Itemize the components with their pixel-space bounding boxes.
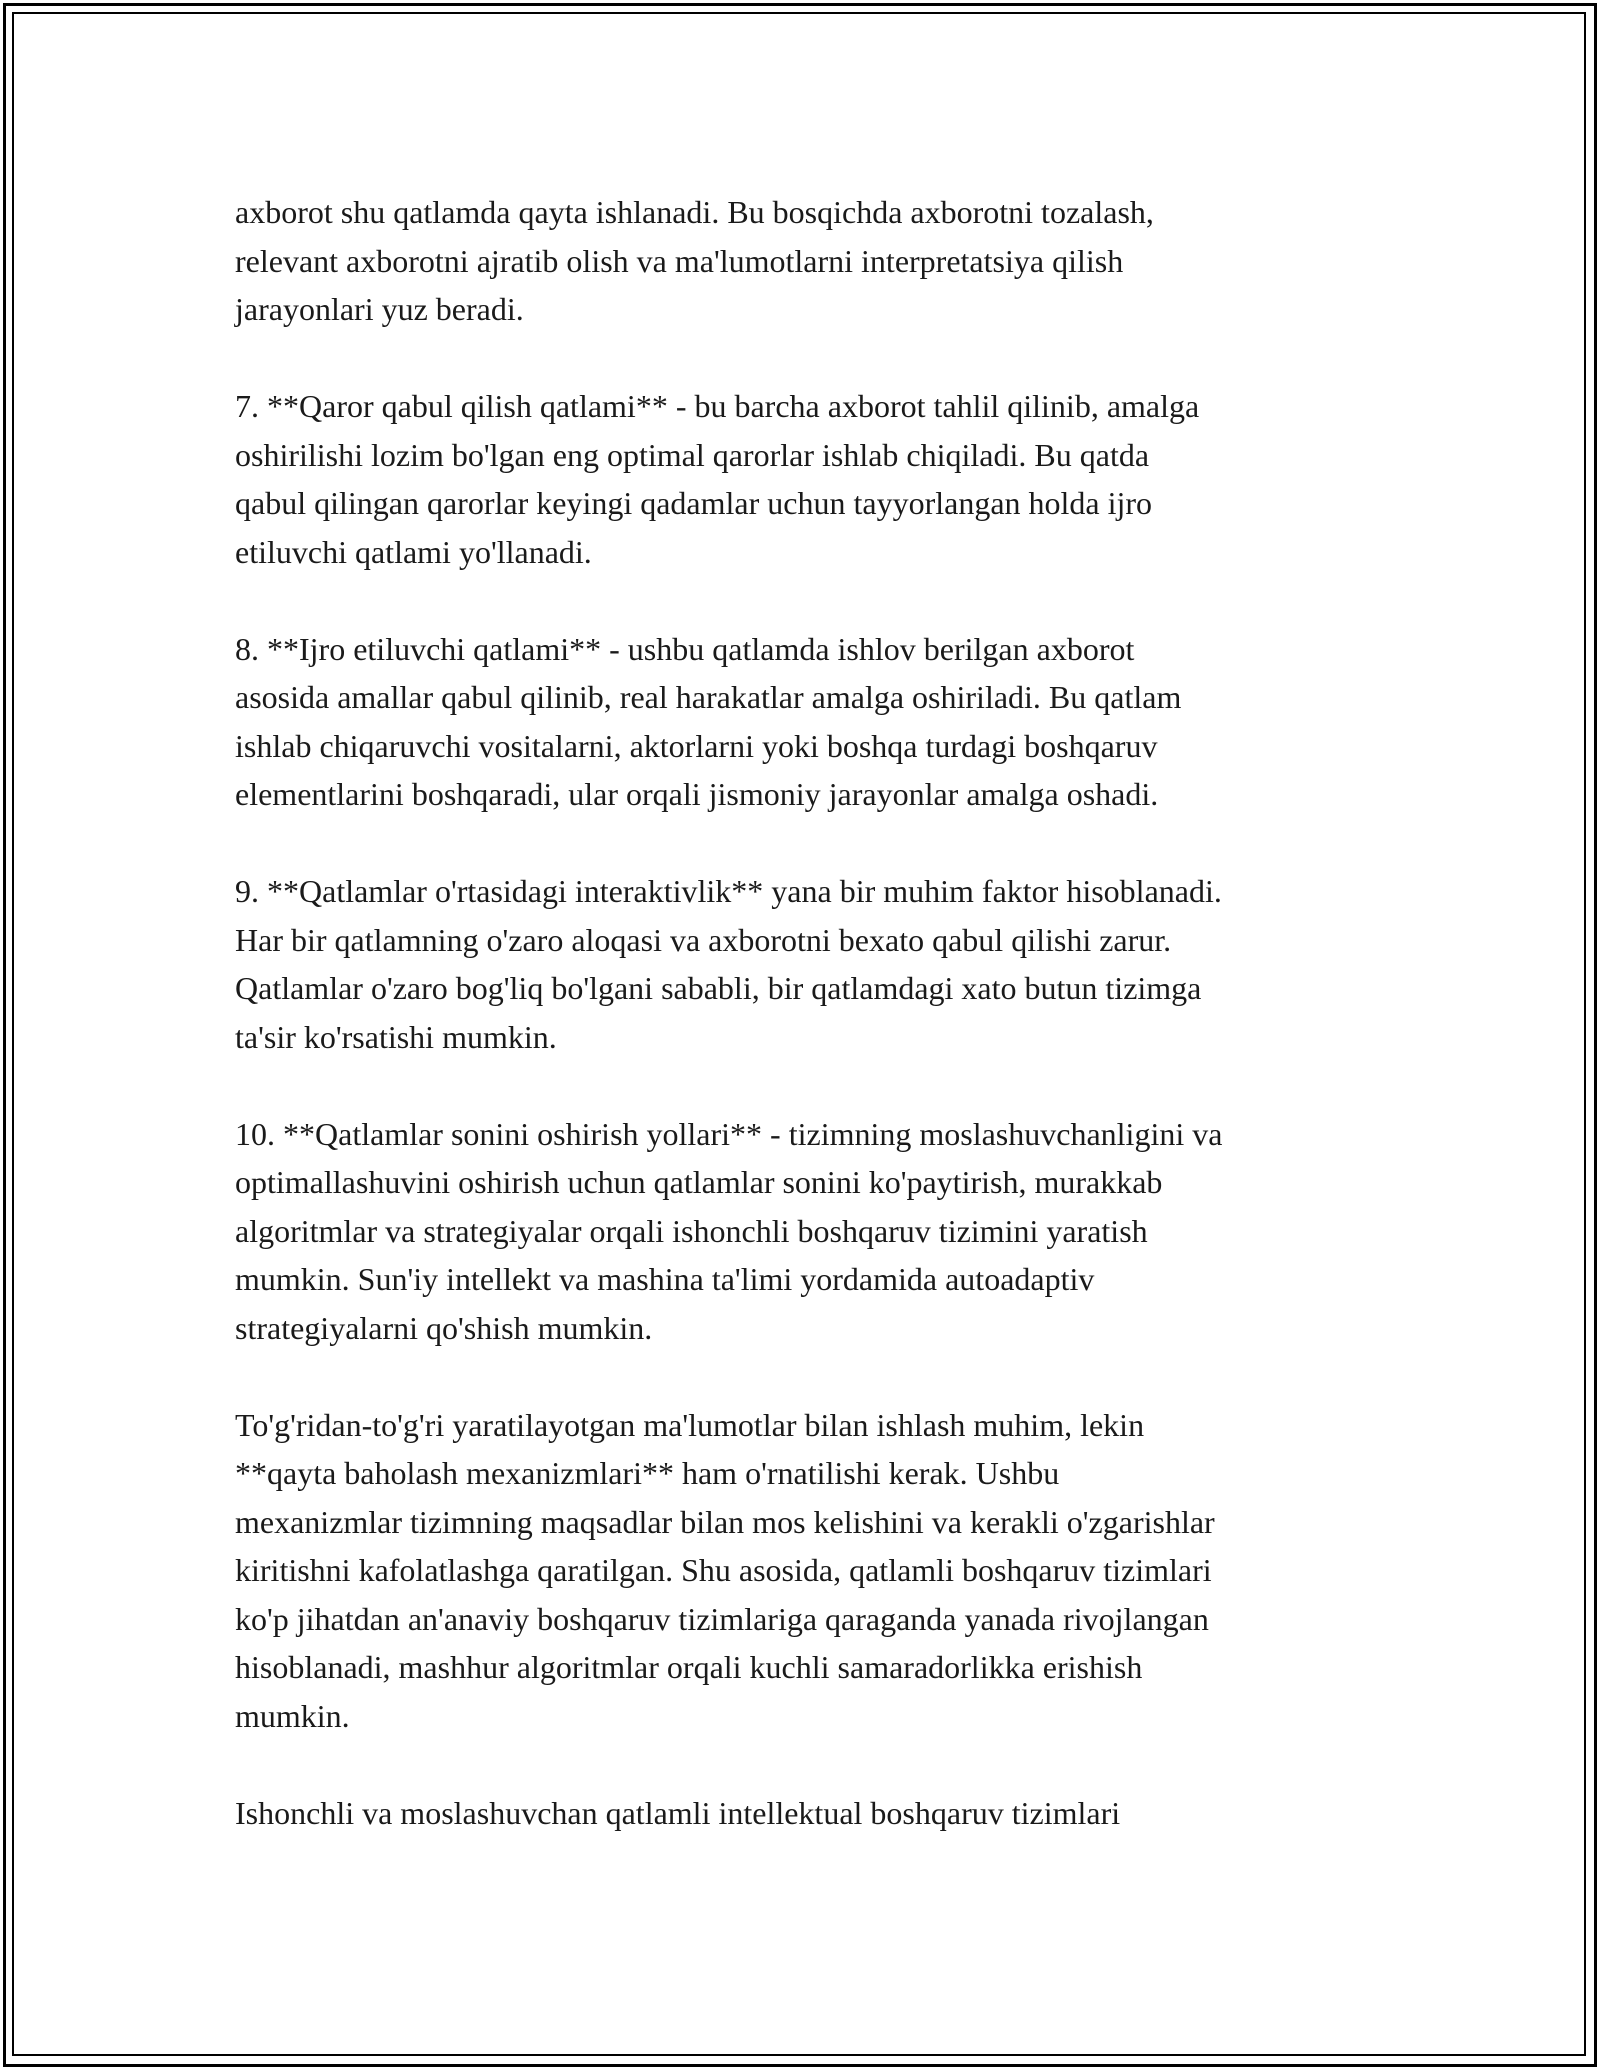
document-body: [235, 188, 1375, 1837]
paragraph-processing-continuation: axborot shu qatlamda qayta ishlanadi. Bu bosqichda axborotni tozalash, relevant axborotni ajratib olish va ma'lumotlarni interpretatsiya qilish jarayonlari yuz beradi.: [235, 194, 1154, 327]
paragraph-item-8-execution-layer: 8. **Ijro etiluvchi qatlami** - ushbu qatlamda ishlov berilgan axborot asosida amallar qabul qilinib, real harakatlar amalga oshiriladi. Bu qatlam ishlab chiqaruvchi vositalarni, aktorlarni yoki boshqa turdagi boshqaruv elementlarini boshqaradi, ular orqali jismoniy jarayonlar amalga oshadi.: [235, 630, 1182, 812]
paragraph-item-7-decision-layer: 7. **Qaror qabul qilish qatlami** - bu barcha axborot tahlil qilinib, amalga oshirilishi lozim bo'lgan eng optimal qarorlar ishlab chiqiladi. Bu qatda qabul qilingan qarorlar keyingi qadamlar uchun tayyorlangan holda ijro etiluvchi qatlami yo'llanadi.: [235, 388, 1200, 570]
paragraph-item-9-layer-interactivity: 9. **Qatlamlar o'rtasidagi interaktivlik** yana bir muhim faktor hisoblanadi. Har bir qatlamning o'zaro aloqasi va axborotni bexato qabul qilishi zarur. Qatlamlar o'zaro bog'liq bo'lgani sababli, bir qatlamdagi xato butun tizimga ta'sir ko'rsatishi mumkin.: [235, 873, 1222, 1055]
paragraph-item-10-increasing-layers: 10. **Qatlamlar sonini oshirish yollari** - tizimning moslashuvchanligini va optimallashuvini oshirish uchun qatlamlar sonini ko'paytirish, murakkab algoritmlar va strategiyalar orqali ishonchli boshqaruv tizimini yaratish mumkin. Sun'iy intellekt va mashina ta'limi yordamida autoadaptiv strategiyalarni qo'shish mumkin.: [235, 1115, 1223, 1346]
paragraph-closing-line: Ishonchli va moslashuvchan qatlamli intellektual boshqaruv tizimlari: [235, 1794, 1121, 1831]
paragraph-reevaluation-mechanisms: To'g'ridan-to'g'ri yaratilayotgan ma'lumotlar bilan ishlash muhim, lekin **qayta baholash mexanizmlari** ham o'rnatilishi kerak. Ushbu mexanizmlar tizimning maqsadlar bilan mos kelishini va kerakli o'zgarishlar kiritishni kafolatlashga qaratilgan. Shu asosida, qatlamli boshqaruv tizimlari ko'p jihatdan an'anaviy boshqaruv tizimlariga qaraganda yanada rivojlangan hisoblanadi, mashhur algoritmlar orqali kuchli samaradorlikka erishish mumkin.: [235, 1406, 1215, 1734]
